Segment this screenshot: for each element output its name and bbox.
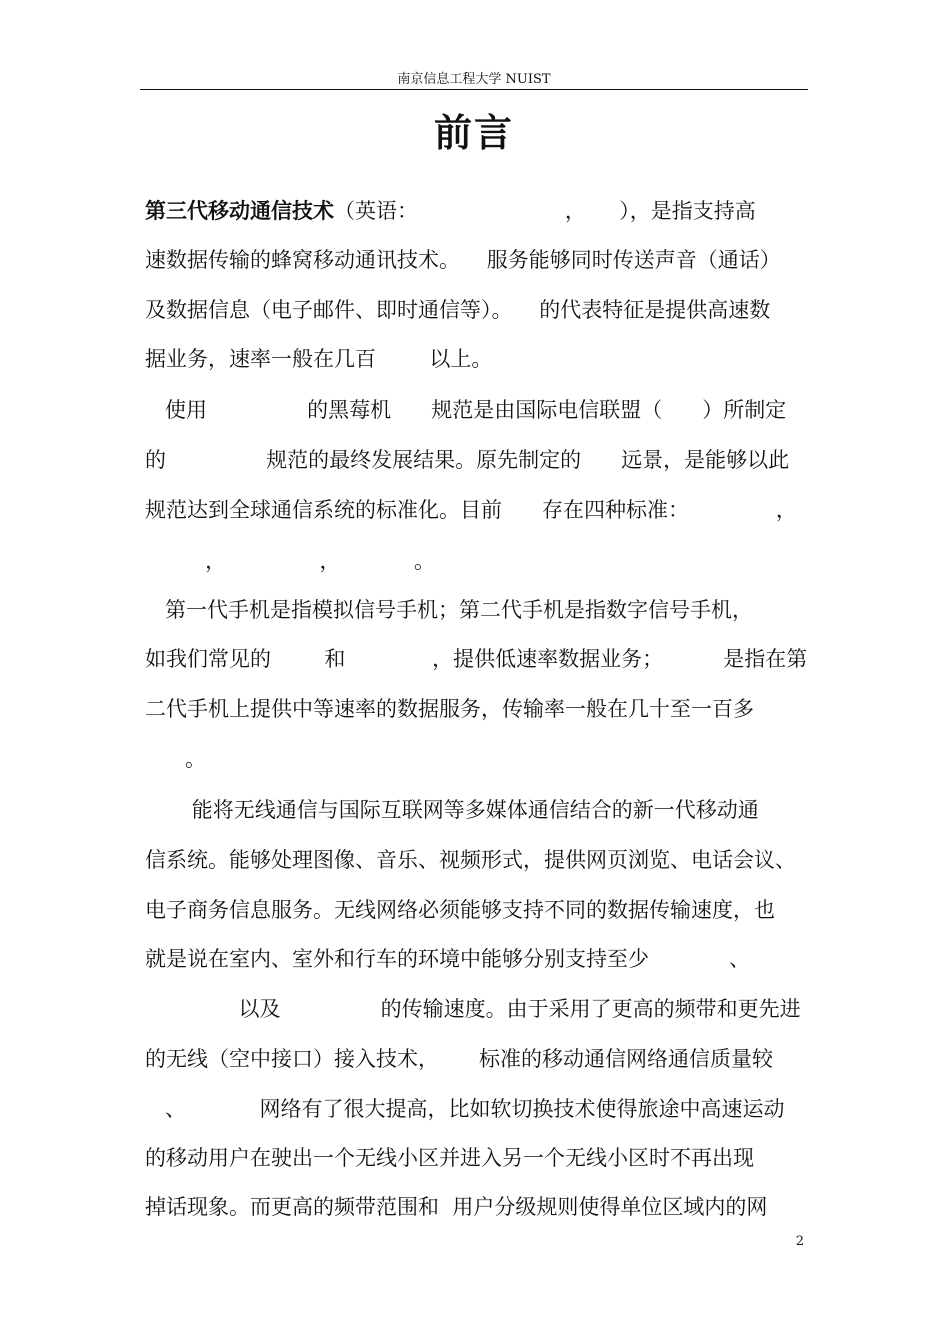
body-line: 规范达到全球通信系统的标准化。目前 存在四种标准： ， xyxy=(145,498,797,522)
body-line: 二代手机上提供中等速率的数据服务，传输率一般在几十至一百多 xyxy=(145,697,754,721)
body-line: 第一代手机是指模拟信号手机；第二代手机是指数字信号手机， xyxy=(145,598,754,622)
body-line: 使用 的黑莓机 规范是由国际电信联盟（ ）所制定 xyxy=(145,398,787,422)
body-line: 及数据信息（电子邮件、即时通信等）。 的代表特征是提供高速数 xyxy=(145,298,771,322)
body-line: ， ， 。 xyxy=(145,549,435,573)
page-number: 2 xyxy=(795,1234,804,1249)
body-line: 的移动用户在驶出一个无线小区并进入另一个无线小区时不再出现 xyxy=(145,1146,754,1170)
body-line: 、 网络有了很大提高，比如软切换技术使得旅途中高速运动 xyxy=(145,1097,785,1121)
body-line: 以及 的传输速度。由于采用了更高的频带和更先进 xyxy=(145,997,801,1021)
header-rule xyxy=(140,89,808,90)
body-line: 如我们常见的 和 ，提供低速率数据业务； 是指在第 xyxy=(145,647,808,671)
body-line: 的无线（空中接口）接入技术， 标准的移动通信网络通信质量较 xyxy=(145,1047,774,1071)
body-line: 的 规范的最终发展结果。原先制定的 远景，是能够以此 xyxy=(145,448,790,472)
lead-term: 第三代移动通信技术 xyxy=(145,199,334,223)
body-line: 掉话现象。而更高的频带范围和 用户分级规则使得单位区域内的网 xyxy=(145,1195,768,1219)
body-line: 能将无线通信与国际互联网等多媒体通信结合的新一代移动通 xyxy=(145,798,759,822)
page-title: 前言 xyxy=(433,111,514,155)
body-line: 据业务，速率一般在几百 以上。 xyxy=(145,347,493,371)
body-line: 就是说在室内、室外和行车的环境中能够分别支持至少 、 xyxy=(145,947,751,971)
body-line: 信系统。能够处理图像、音乐、视频形式，提供网页浏览、电话会议、 xyxy=(145,848,796,872)
body-line: 速数据传输的蜂窝移动通讯技术。 服务能够同时传送声音（通话） xyxy=(145,248,781,272)
body-line xyxy=(145,197,756,225)
body-line: 电子商务信息服务。无线网络必须能够支持不同的数据传输速度，也 xyxy=(145,898,775,922)
page-header: 南京信息工程大学 NUIST xyxy=(397,72,551,87)
body-line-text: （英语： ， ），是指支持高 xyxy=(334,199,756,223)
body-line: 。 xyxy=(145,747,207,771)
